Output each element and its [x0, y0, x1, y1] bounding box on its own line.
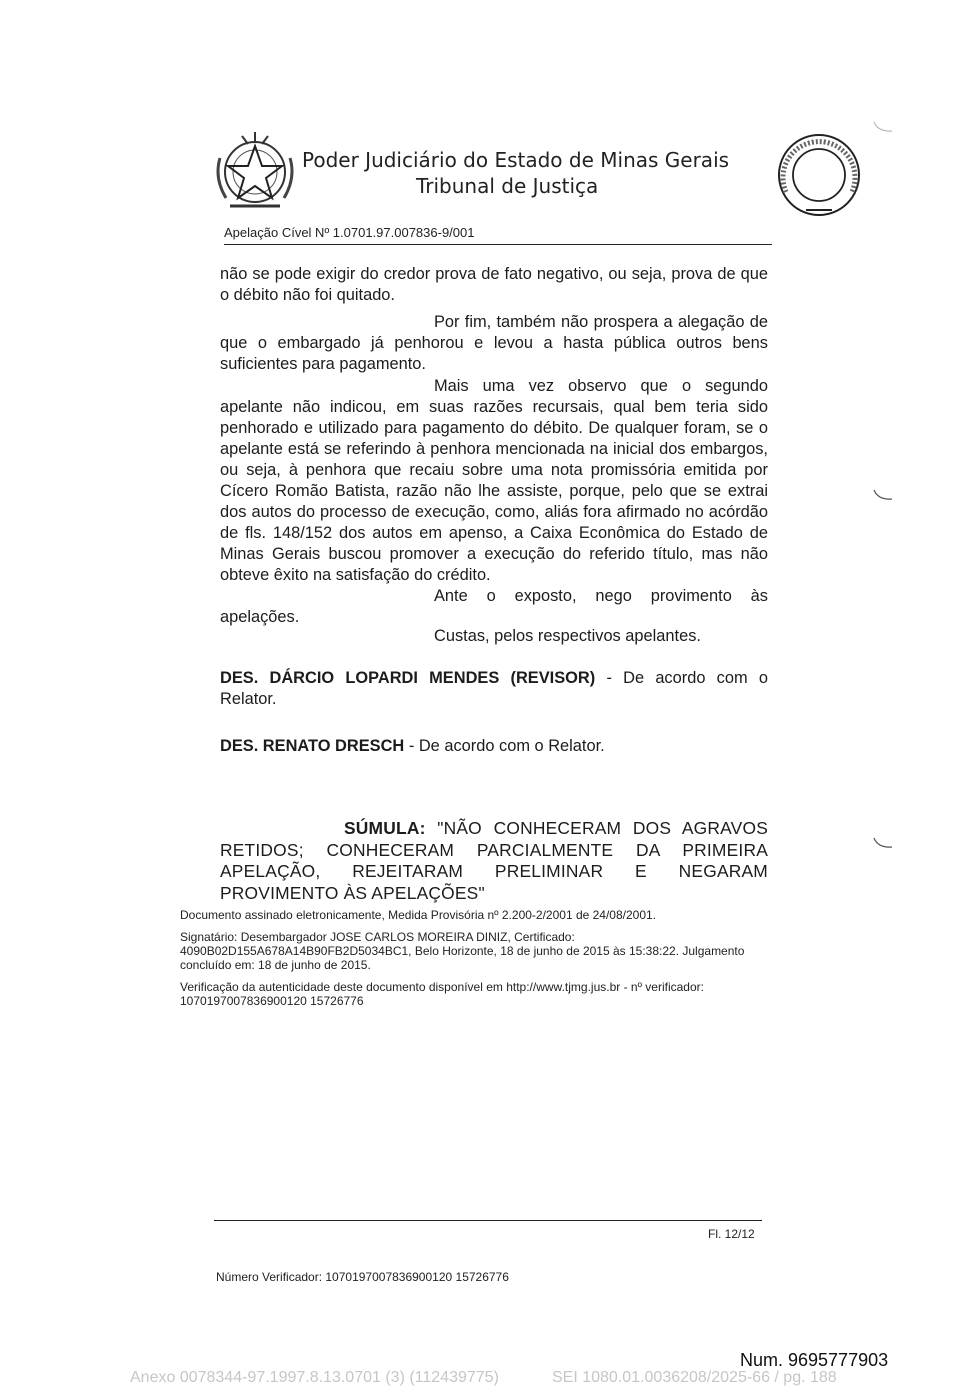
margin-mark-icon	[872, 836, 894, 850]
tribunal-name: Tribunal de Justiça	[416, 174, 599, 198]
header-divider	[224, 244, 772, 245]
verifier-number: Número Verificador: 1070197007836900120 15726776	[216, 1270, 509, 1284]
paragraph-3: Mais uma vez observo que o segundo apelante não indicou, em suas razões recursais, qual bem teria sido penhorado e utilizado para pagamento do débito. De qualquer foram, se o apelante está se referindo à penhora mencionada na inicial dos embargos, ou seja, à penhora que recaiu sobre uma nota promissória emitida por Cícero Romão Batista, razão não lhe assiste, porque, pelo que se extrai dos autos do processo de execução, como, aliás fora afirmado no acórdão de fls. 148/152 dos autos em apenso, a Caixa Econômica do Estado de Minas Gerais buscou promover a execução do referido título, mas não obteve êxito na satisfação do crédito.	[220, 377, 768, 584]
sumula	[220, 818, 768, 904]
tribunal-seal-icon	[776, 132, 862, 218]
sumula-text: "NÃO CONHECERAM DOS AGRAVOS RETIDOS; CONHECERAM PARCIALMENTE DA PRIMEIRA APELAÇÃO, REJEITARAM PRELIMINAR E NEGARAM PROVIMENTO ÀS APELAÇÕES"	[220, 818, 768, 903]
paragraph-2: Por fim, também não prospera a alegação de que o embargado já penhorou e levou a hasta pública outros bens suficientes para pagamento.	[220, 313, 768, 373]
anexo-watermark: Anexo 0078344-97.1997.8.13.0701 (3) (112439775)	[130, 1369, 499, 1386]
signature-line-3: Verificação da autenticidade deste documento disponível em http://www.tjmg.jus.br - nº verificador: 1070197007836900120 15726776	[180, 980, 704, 1008]
sumula-label: SÚMULA:	[344, 818, 426, 838]
page-number: Fl. 12/12	[708, 1227, 755, 1241]
paragraph-4: Ante o exposto, nego provimento às apelações.	[220, 587, 768, 626]
organization-name: Poder Judiciário do Estado de Minas Gerais	[302, 148, 730, 172]
vogal-name: DES. RENATO DRESCH	[220, 737, 405, 755]
margin-mark-icon	[872, 120, 894, 134]
sei-watermark: SEI 1080.01.0036208/2025-66 / pg. 188	[552, 1369, 837, 1386]
margin-mark-icon	[872, 488, 894, 502]
signature-line-2: Signatário: Desembargador JOSE CARLOS MOREIRA DINIZ, Certificado: 4090B02D155A678A14B90FB2D5034BC1, Belo Horizonte, 18 de junho de 2015 às 15:38:22. Julgamento concluído em: 18 de junho de 2015.	[180, 930, 745, 972]
vogal-vote	[220, 736, 768, 757]
case-number: Apelação Cível Nº 1.0701.97.007836-9/001	[224, 225, 475, 240]
paragraph-1: não se pode exigir do credor prova de fato negativo, ou seja, prova de que o débito não foi quitado.	[220, 265, 768, 304]
revisor-text: - De acordo com o Relator.	[220, 669, 768, 708]
revisor-vote	[220, 668, 768, 710]
document-number: Num. 9695777903	[740, 1350, 889, 1370]
revisor-name: DES. DÁRCIO LOPARDI MENDES (REVISOR)	[220, 669, 596, 687]
brasao-icon	[212, 128, 298, 214]
signature-line-1: Documento assinado eletronicamente, Medida Provisória nº 2.200-2/2001 de 24/08/2001.	[180, 908, 657, 922]
paragraph-5: Custas, pelos respectivos apelantes.	[434, 627, 701, 645]
vogal-text: - De acordo com o Relator.	[404, 737, 605, 755]
footer-divider	[214, 1220, 762, 1221]
